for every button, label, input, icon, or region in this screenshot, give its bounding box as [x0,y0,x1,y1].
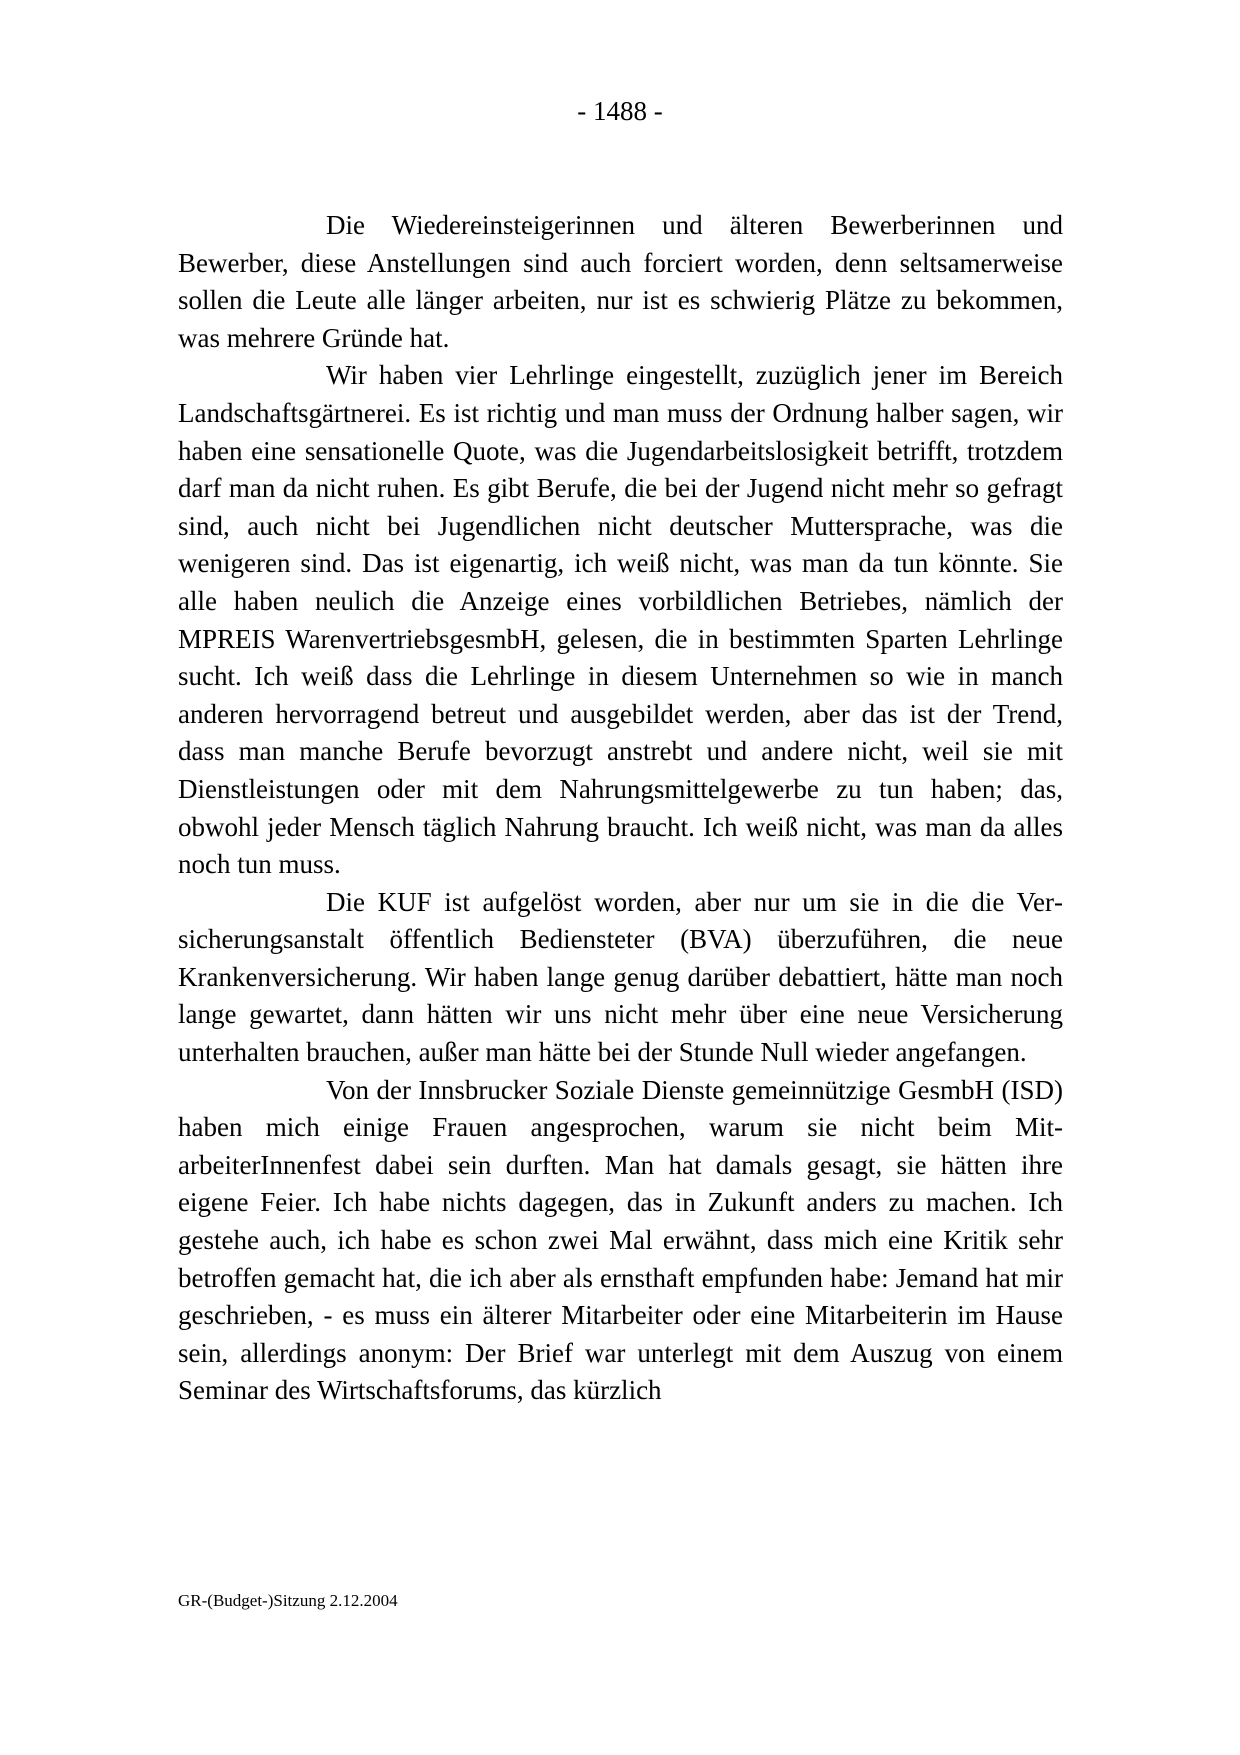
paragraph: Die KUF ist aufgelöst worden, aber nur um sie in die die Versicherungsanstalt öffentlich Bediensteter (BVA) überzuführen, die neue Krankenversicherung. Wir haben lange genug darüber debattiert, hätte man noch lange gewartet, dann hätten wir uns nicht mehr über eine neue Versicherung unterhalten brauchen, außer man hätte bei der Stunde Null wieder angefangen. [178,886,1063,1068]
paragraph: Wir haben vier Lehrlinge eingestellt, zuzüglich jener im Bereich Landschaftsgärtnerei. Es ist richtig und man muss der Ordnung halber sagen, wir haben eine sensationelle Quote, was die Jugendarbeitslosigkeit betrifft, trotzdem darf man da nicht ruhen. Es gibt Berufe, die bei der Jugend nicht mehr so gefragt sind, auch nicht bei Jugendlichen nicht deutscher Muttersprache, was die wenigeren sind. Das ist eigenartig, ich weiß nicht, was man da tun könnte. Sie alle haben neulich die Anzeige eines vorbildlichen Betriebes, nämlich der MPREIS WarenvertriebsgesmbH, gelesen, die in bestimmten Sparten Lehrlinge sucht. Ich weiß dass die Lehrlinge in diesem Unternehmen so wie in manch anderen hervorragend betreut und ausgebildet werden, aber das ist der Trend, dass man manche Berufe bevorzugt anstrebt und andere nicht, weil sie mit Dienstleistungen oder mit dem Nahrungsmittelgewerbe zu tun haben; das, obwohl jeder Mensch täglich Nahrung braucht. Ich weiß nicht, was man da alles noch tun muss. [178,360,1063,880]
footer: GR-(Budget-)Sitzung 2.12.2004 [178,1591,398,1610]
paragraph: Die Wiedereinsteigerinnen und älteren Bewerberinnen und Bewerber, diese Anstellungen sind auch forciert worden, denn seltsamerweise sollen die Leute alle länger arbeiten, nur ist es schwierig Plätze zu bekommen, was mehrere Gründe hat. [178,210,1063,353]
paragraph: Von der Innsbrucker Soziale Dienste gemeinnützige GesmbH (ISD) haben mich einige Frauen angesprochen, warum sie nicht beim MitarbeiterInnenfest dabei sein durften. Man hat damals gesagt, sie hätten ihre eigene Feier. Ich habe nichts dagegen, das in Zukunft anders zu machen. Ich gestehe auch, ich habe es schon zwei Mal erwähnt, dass mich eine Kritik sehr betroffen gemacht hat, die ich aber als ernsthaft empfunden habe: Jemand hat mir geschrieben, - es muss ein älterer Mitarbeiter oder eine Mitarbeiterin im Hause sein, allerdings anonym: Der Brief war unterlegt mit dem Auszug von einem Seminar des Wirtschaftsforums, das kürzlich [178,1074,1063,1406]
page-number: - 1488 - [577,96,663,126]
body-text [178,207,1063,1410]
